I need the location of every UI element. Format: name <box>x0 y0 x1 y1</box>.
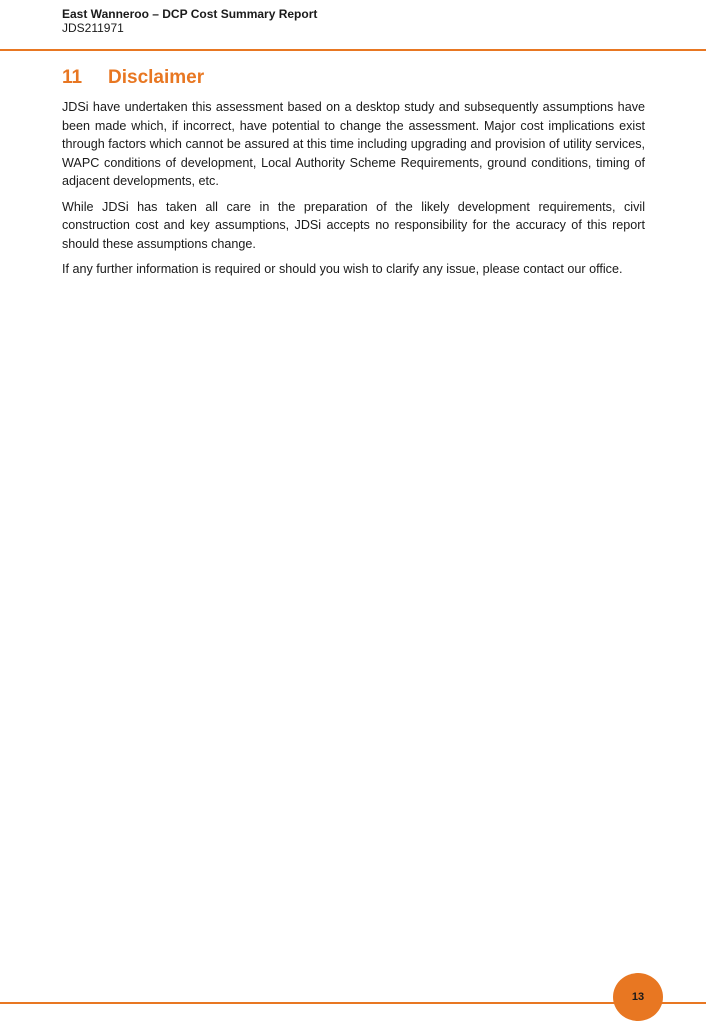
page-number: 13 <box>631 991 645 1003</box>
footer-divider <box>0 1002 706 1004</box>
page-header <box>62 7 666 35</box>
section-title: Disclaimer <box>108 67 205 88</box>
paragraph-assessment-basis: JDSi have undertaken this assessment based on a desktop study and subsequently assumptions have been made which, if incorrect, have potential to change the assessment. Major cost implications exist through factors which cannot be assured at this time including upgrading and provision of utility services, WAPC conditions of development, Local Authority Scheme Requirements, ground conditions, timing of adjacent developments, etc. <box>62 100 645 188</box>
report-title: East Wanneroo – DCP Cost Summary Report <box>62 7 318 21</box>
page-number-badge <box>613 973 663 1021</box>
section-heading <box>62 66 645 90</box>
paragraph-contact: If any further information is required or should you wish to clarify any issue, please contact our office. <box>62 262 623 276</box>
disclaimer-section <box>62 66 645 286</box>
paragraph-responsibility: While JDSi has taken all care in the preparation of the likely development requirements, civil construction cost and key assumptions, JDSi accepts no responsibility for the accuracy of this report should these assumptions change. <box>62 199 645 251</box>
section-number: 11 <box>62 67 83 88</box>
report-reference: JDS211971 <box>62 21 124 35</box>
header-divider <box>0 49 706 51</box>
